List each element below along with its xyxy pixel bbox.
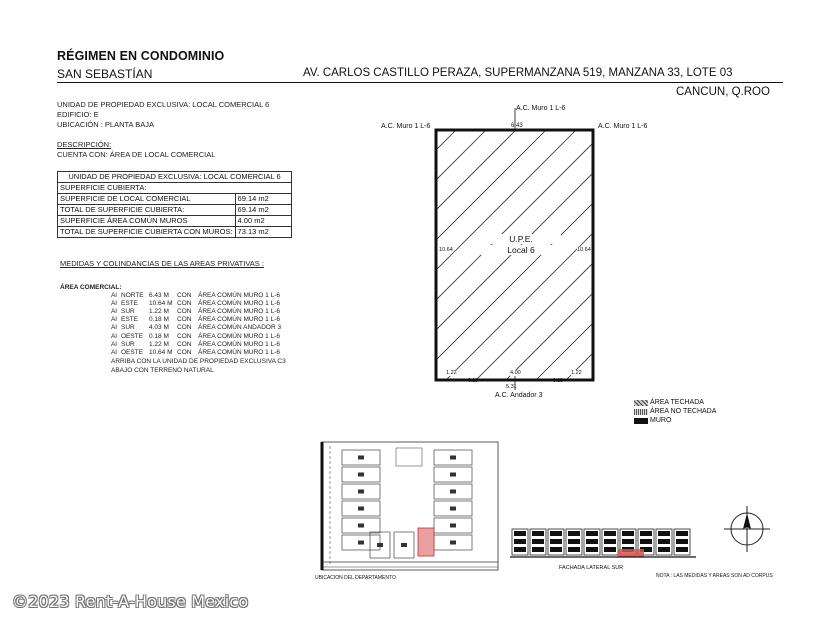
- measure-dir: SUR: [121, 340, 135, 348]
- project-name: SAN SEBASTÍAN: [57, 67, 153, 81]
- measure-desc: ÁREA COMÚN MURO 1 L-6: [198, 292, 280, 299]
- measure-len: 10.64 M: [149, 348, 173, 356]
- plan-bottom-left-dimension: 1.22: [446, 370, 457, 376]
- measure-len: 6.43 M: [149, 292, 169, 299]
- measure-desc: ÁREA COMÚN MURO 1 L-6: [198, 348, 280, 356]
- legend-label: MURO: [650, 417, 672, 424]
- plan-center-line1: U.P.E.: [481, 234, 561, 244]
- measure-dir: SUR: [121, 324, 135, 332]
- area-table: [57, 171, 292, 238]
- measure-len: 10.64 M: [149, 300, 173, 308]
- measure-con: CON: [177, 300, 192, 308]
- plan-small-right-dimension: 0.18: [553, 378, 563, 384]
- measure-abajo: ABAJO CON TERRENO NATURAL: [111, 367, 214, 374]
- measure-len: 0.18 M: [149, 332, 169, 340]
- measures-heading: MEDIDAS Y COLINDANCIAS DE LAS AREAS PRIVATIVAS :: [60, 259, 264, 268]
- site-plan-caption: UBICACION DEL DEPARTAMENTO: [315, 575, 396, 581]
- measure-len: 1.22 M: [149, 308, 169, 316]
- measure-row: [111, 333, 281, 341]
- measure-desc: ÁREA COMÚN MURO 1 L-6: [198, 332, 280, 340]
- facade-highlight: [618, 549, 644, 557]
- measure-dir: ESTE: [121, 300, 138, 308]
- plan-center-line2: Local 6: [481, 245, 561, 255]
- measure-row: [111, 341, 281, 349]
- area-note: NOTA : LAS MEDIDAS Y AREAS SON AD CORPUS: [656, 573, 773, 579]
- site-highlight-unit: [418, 528, 434, 556]
- measure-al: Al: [111, 292, 117, 299]
- plan-walls: [436, 130, 593, 380]
- table-cell-value: 4.00 m2: [235, 216, 292, 227]
- measure-al: Al: [111, 340, 117, 348]
- measure-row: [111, 292, 281, 300]
- measure-desc: ÁREA COMÚN ANDADOR 3: [198, 324, 282, 332]
- measure-len: 1.22 M: [149, 340, 169, 348]
- table-row: [58, 194, 292, 205]
- description-heading: DESCRIPCIÓN:: [57, 140, 112, 149]
- area-heading: ÁREA COMERCIAL:: [60, 284, 122, 291]
- plan-top-label: A.C. Muro 1 L-6: [516, 105, 566, 112]
- measure-al: Al: [111, 316, 117, 324]
- measure-con: CON: [177, 348, 192, 356]
- description-text: CUENTA CON: ÁREA DE LOCAL COMERCIAL: [57, 150, 216, 159]
- table-cell-label: SUPERFICIE ÁREA COMÚN MUROS: [58, 216, 236, 227]
- measure-row: [111, 324, 281, 332]
- plan-left-dimension: 10.64: [439, 247, 453, 253]
- facade-drawing: [510, 515, 696, 561]
- measure-con: CON: [177, 292, 192, 299]
- table-header: UNIDAD DE PROPIEDAD EXCLUSIVA: LOCAL COMERCIAL 6: [58, 172, 292, 183]
- legend-label: ÁREA NO TECHADA: [650, 408, 717, 415]
- measure-len: 4.03 M: [149, 324, 169, 332]
- floor-plan: [430, 100, 660, 410]
- measure-desc: ÁREA COMÚN MURO 1 L-6: [198, 300, 280, 308]
- table-header-row: [58, 172, 292, 183]
- plan-right-dimension: 10.64: [577, 247, 591, 253]
- project-address: AV. CARLOS CASTILLO PERAZA, SUPERMANZANA 519, MANZANA 33, LOTE 03: [303, 67, 733, 79]
- unit-line-2: EDIFICIO: E: [57, 110, 99, 119]
- measure-arriba: ARRIBA CON LA UNIDAD DE PROPIEDAD EXCLUSIVA C3: [111, 358, 286, 365]
- measure-dir: ESTE: [121, 316, 138, 324]
- measure-al: Al: [111, 348, 117, 356]
- plan-right-label: A.C. Muro 1 L-6: [598, 123, 648, 130]
- measure-al: Al: [111, 332, 117, 340]
- table-cell-label: SUPERFICIE DE LOCAL COMERCIAL: [58, 194, 236, 205]
- plan-bottom-label: A.C. Andador 3: [495, 392, 543, 399]
- legend-swatch-unroofed: [634, 409, 648, 415]
- plan-top-dimension: 6.43: [511, 123, 523, 129]
- watermark: ©2023 Rent-A-House Mexico: [12, 592, 249, 611]
- table-row: [58, 183, 292, 194]
- measure-dir: OESTE: [121, 348, 144, 356]
- unit-line-3: UBICACIÓN : PLANTA BAJA: [57, 120, 154, 129]
- facade-caption: FACHADA LATERAL SUR: [559, 565, 624, 571]
- north-arrow-icon: [722, 504, 772, 554]
- header-rule: [57, 82, 783, 83]
- project-city: CANCUN, Q.ROO: [676, 86, 770, 98]
- plan-left-label: A.C. Muro 1 L-6: [381, 123, 431, 130]
- table-cell-value: 69.14 m2: [235, 205, 292, 216]
- plan-under-dimension: 5.31: [506, 384, 517, 390]
- table-cell-label: TOTAL DE SUPERFICIE CUBIERTA CON MUROS:: [58, 227, 236, 238]
- table-cell-value: 73.13 m2: [235, 227, 292, 238]
- table-row: [58, 216, 292, 227]
- measure-con: CON: [177, 324, 192, 332]
- measure-desc: ÁREA COMÚN MURO 1 L-6: [198, 308, 280, 316]
- plan-bottom-right-dimension: 1.22: [571, 370, 582, 376]
- table-row: [58, 205, 292, 216]
- measure-dir: NORTE: [121, 292, 144, 299]
- measure-con: CON: [177, 332, 192, 340]
- measure-row: [111, 349, 281, 357]
- hatch-pattern: [430, 130, 660, 380]
- plan-bottom-mid-dimension: 4.00: [510, 370, 521, 376]
- measure-desc: ÁREA COMÚN MURO 1 L-6: [198, 340, 280, 348]
- measure-al: Al: [111, 300, 117, 308]
- legend-item: [634, 408, 716, 415]
- measure-dir: OESTE: [121, 332, 144, 340]
- measure-dir: SUR: [121, 308, 135, 316]
- measure-con: CON: [177, 340, 192, 348]
- measure-con: CON: [177, 316, 192, 324]
- legend-item: [634, 399, 704, 406]
- table-cell-value: [235, 183, 292, 194]
- measure-len: 0.18 M: [149, 316, 169, 324]
- measure-desc: ÁREA COMÚN MURO 1 L-6: [198, 316, 280, 324]
- measure-al: Al: [111, 308, 117, 316]
- legend-swatch-roofed: [634, 400, 648, 406]
- table-cell-label: TOTAL DE SUPERFICIE CUBIERTA:: [58, 205, 236, 216]
- measure-row: [111, 300, 281, 308]
- measure-con: CON: [177, 308, 192, 316]
- table-cell-value: 69.14 m2: [235, 194, 292, 205]
- measure-row: [111, 308, 281, 316]
- plan-small-left-dimension: 0.18: [468, 378, 478, 384]
- table-row: [58, 227, 292, 238]
- document-title: RÉGIMEN EN CONDOMINIO: [57, 49, 225, 63]
- table-cell-label: SUPERFICIE CUBIERTA:: [58, 183, 236, 194]
- measure-al: Al: [111, 324, 117, 332]
- legend-swatch-wall: [634, 418, 648, 424]
- unit-line-1: UNIDAD DE PROPIEDAD EXCLUSIVA: LOCAL COMERCIAL 6: [57, 100, 270, 109]
- legend-item: [634, 417, 671, 424]
- legend-label: ÁREA TECHADA: [650, 399, 704, 406]
- site-plan-drawing: [318, 440, 500, 576]
